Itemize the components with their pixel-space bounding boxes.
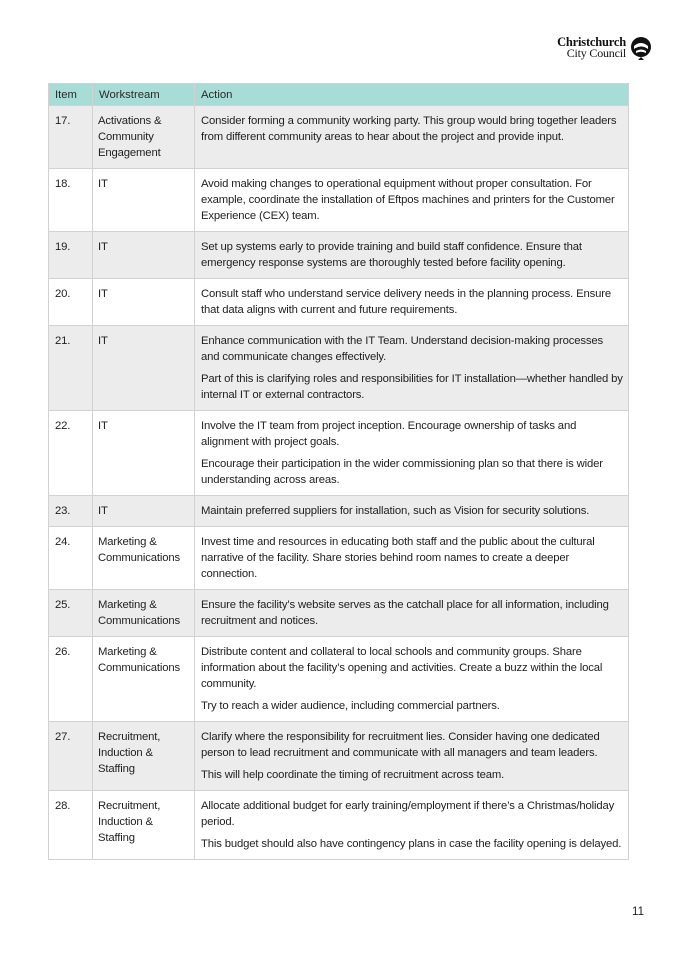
item-number: 22. bbox=[49, 411, 93, 496]
action-paragraph: Maintain preferred suppliers for installation, such as Vision for security solutions. bbox=[201, 505, 590, 517]
action-paragraph: Involve the IT team from project inception. Encourage ownership of tasks and alignment with project goals. bbox=[201, 420, 577, 448]
item-number: 17. bbox=[49, 106, 93, 169]
item-number: 24. bbox=[49, 527, 93, 590]
table-row bbox=[49, 637, 629, 722]
action-paragraph: Ensure the facility’s website serves as the catchall place for all information, including recruitment and notices. bbox=[201, 599, 609, 627]
action-cell bbox=[195, 106, 629, 169]
action-cell bbox=[195, 279, 629, 326]
council-logo bbox=[557, 36, 652, 60]
table-row bbox=[49, 590, 629, 637]
table-row bbox=[49, 411, 629, 496]
item-number: 18. bbox=[49, 169, 93, 232]
header-workstream: Workstream bbox=[93, 84, 195, 106]
workstream-cell: Marketing & Communications bbox=[93, 590, 195, 637]
action-paragraph: This will help coordinate the timing of recruitment across team. bbox=[201, 769, 505, 781]
council-emblem-icon bbox=[630, 36, 652, 60]
action-cell bbox=[195, 527, 629, 590]
table-row bbox=[49, 232, 629, 279]
item-number: 28. bbox=[49, 791, 93, 860]
table-row bbox=[49, 326, 629, 411]
item-number: 27. bbox=[49, 722, 93, 791]
action-paragraph: Allocate additional budget for early training/employment if there’s a Christmas/holiday period. bbox=[201, 800, 615, 828]
action-cell bbox=[195, 169, 629, 232]
action-paragraph: Clarify where the responsibility for recruitment lies. Consider having one dedicated person to lead recruitment and communicate with all managers and team leaders. bbox=[201, 731, 600, 759]
logo-line1: Christchurch bbox=[557, 35, 626, 49]
workstream-cell: Recruitment, Induction & Staffing bbox=[93, 791, 195, 860]
header-action: Action bbox=[195, 84, 629, 106]
table-row bbox=[49, 791, 629, 860]
item-number: 19. bbox=[49, 232, 93, 279]
action-cell bbox=[195, 637, 629, 722]
action-table bbox=[48, 83, 629, 860]
item-number: 21. bbox=[49, 326, 93, 411]
table-row bbox=[49, 722, 629, 791]
action-paragraph: Consult staff who understand service delivery needs in the planning process. Ensure that data aligns with current and future requirements. bbox=[201, 288, 611, 316]
action-paragraph: Consider forming a community working party. This group would bring together leaders from different community areas to hear about the project and provide input. bbox=[201, 115, 617, 143]
logo-text bbox=[557, 37, 626, 59]
action-paragraph: Distribute content and collateral to local schools and community groups. Share information about the facility’s opening and activities. Create a buzz within the local community. bbox=[201, 646, 603, 690]
item-number: 26. bbox=[49, 637, 93, 722]
action-cell bbox=[195, 326, 629, 411]
action-paragraph: Set up systems early to provide training and build staff confidence. Ensure that emergency response systems are thoroughly tested before facility opening. bbox=[201, 241, 582, 269]
table-header-row bbox=[49, 84, 629, 106]
action-cell bbox=[195, 791, 629, 860]
action-paragraph: Avoid making changes to operational equipment without proper consultation. For example, coordinate the installation of Eftpos machines and printers for the Customer Experience (CEX) team. bbox=[201, 178, 615, 222]
page-number: 11 bbox=[632, 906, 644, 918]
table-row bbox=[49, 527, 629, 590]
item-number: 20. bbox=[49, 279, 93, 326]
workstream-cell: IT bbox=[93, 169, 195, 232]
action-paragraph: Try to reach a wider audience, including commercial partners. bbox=[201, 700, 500, 712]
workstream-cell: Marketing & Communications bbox=[93, 527, 195, 590]
item-number: 25. bbox=[49, 590, 93, 637]
workstream-cell: IT bbox=[93, 232, 195, 279]
action-cell bbox=[195, 411, 629, 496]
workstream-cell: IT bbox=[93, 411, 195, 496]
workstream-cell: Recruitment, Induction & Staffing bbox=[93, 722, 195, 791]
workstream-cell: IT bbox=[93, 279, 195, 326]
table-row bbox=[49, 169, 629, 232]
workstream-cell: IT bbox=[93, 496, 195, 527]
workstream-cell: Activations & Community Engagement bbox=[93, 106, 195, 169]
action-cell bbox=[195, 722, 629, 791]
workstream-cell: Marketing & Communications bbox=[93, 637, 195, 722]
action-paragraph: Part of this is clarifying roles and responsibilities for IT installation—whether handled by internal IT or external contractors. bbox=[201, 373, 623, 401]
action-cell bbox=[195, 590, 629, 637]
table-row bbox=[49, 279, 629, 326]
action-paragraph: Enhance communication with the IT Team. Understand decision-making processes and communicate changes effectively. bbox=[201, 335, 603, 363]
item-number: 23. bbox=[49, 496, 93, 527]
workstream-cell: IT bbox=[93, 326, 195, 411]
table-row bbox=[49, 106, 629, 169]
logo-line2: City Council bbox=[566, 46, 626, 60]
header-item: Item bbox=[49, 84, 93, 106]
action-cell bbox=[195, 496, 629, 527]
table-row bbox=[49, 496, 629, 527]
action-cell bbox=[195, 232, 629, 279]
action-paragraph: Encourage their participation in the wider commissioning plan so that there is wider understanding across areas. bbox=[201, 458, 603, 486]
action-paragraph: This budget should also have contingency plans in case the facility opening is delayed. bbox=[201, 838, 622, 850]
action-paragraph: Invest time and resources in educating both staff and the public about the cultural narrative of the facility. Share stories behind room names to create a deeper connection. bbox=[201, 536, 595, 580]
